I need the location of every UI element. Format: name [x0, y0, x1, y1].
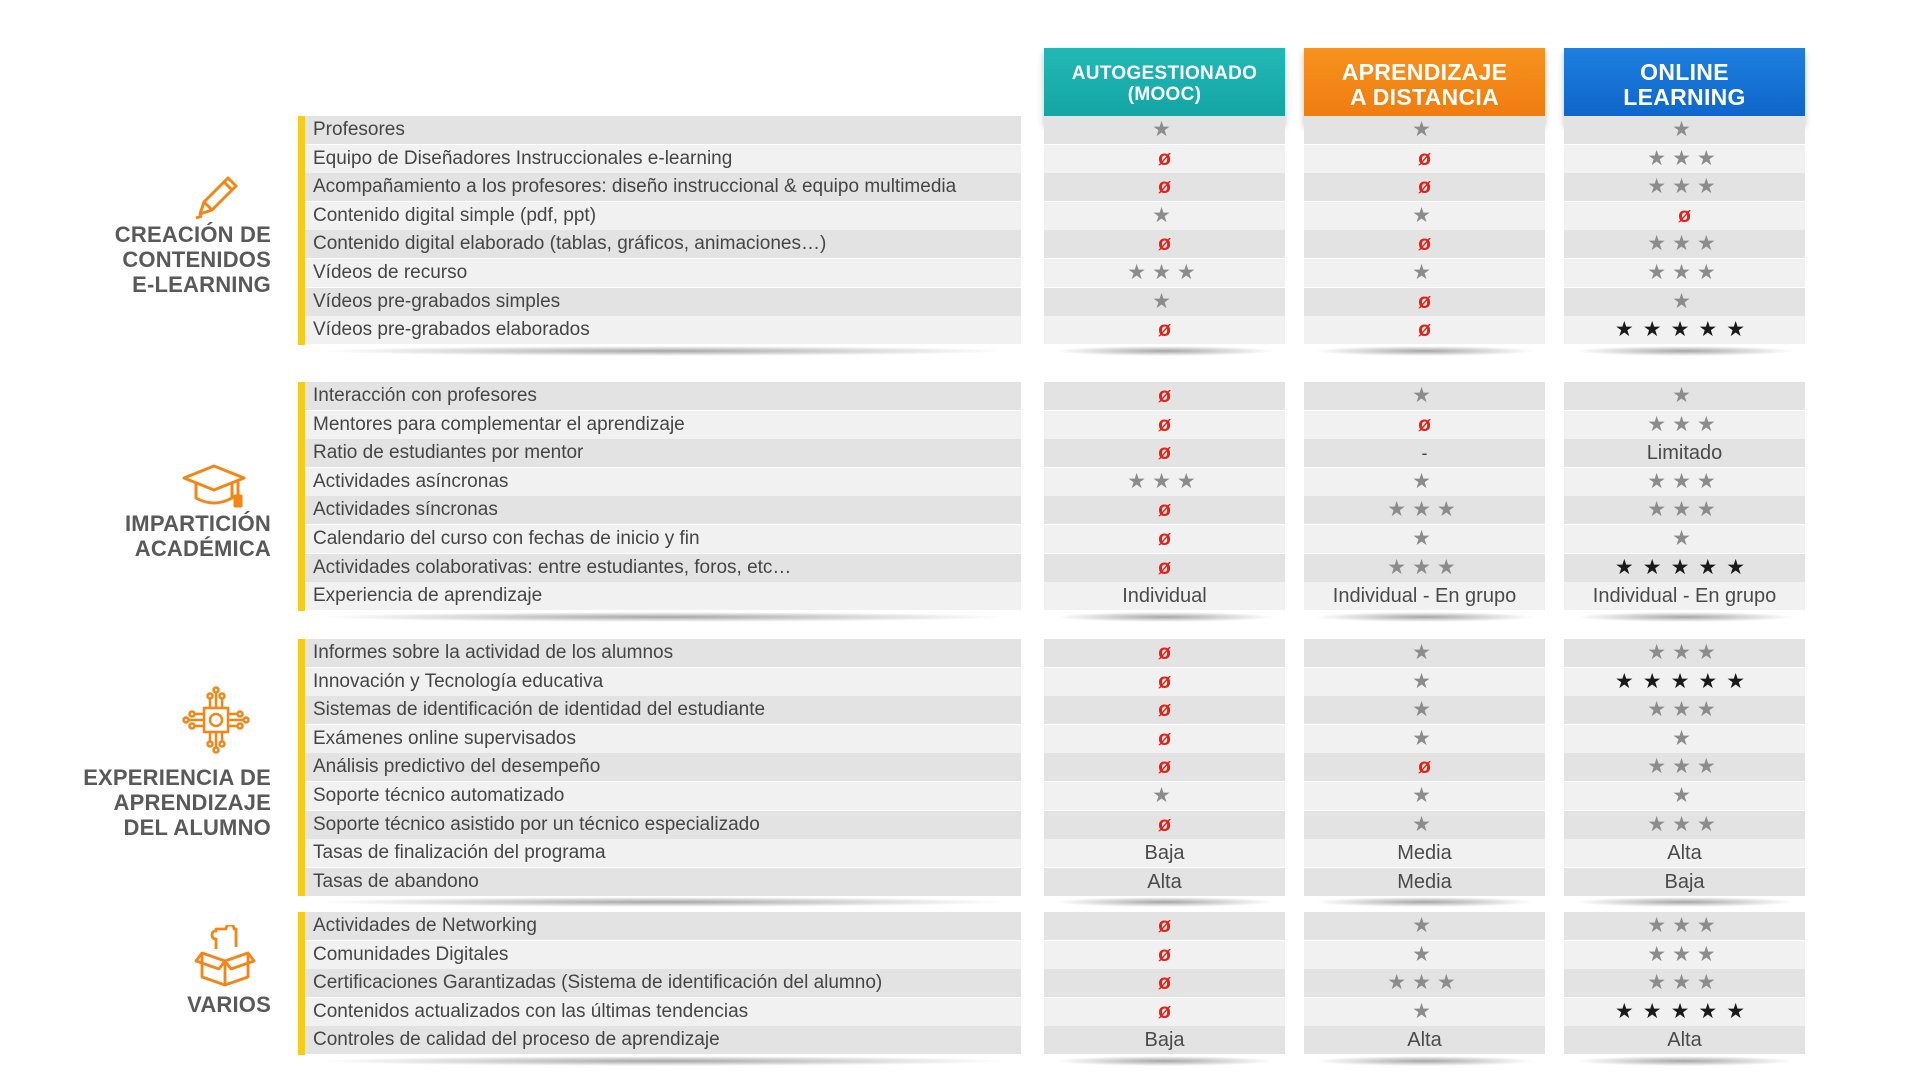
table-row [0, 202, 1921, 230]
row-label: Calendario del curso con fechas de inicio y fin [305, 525, 1021, 553]
value-text: Individual - En grupo [1304, 582, 1545, 610]
star-rating: ★★★ [1564, 230, 1805, 258]
table-row [0, 998, 1921, 1026]
table-row [0, 839, 1921, 867]
table-row [0, 725, 1921, 753]
row-label: Profesores [305, 116, 1021, 144]
not-available-mark: ø [1044, 145, 1285, 173]
not-available-mark: ø [1044, 496, 1285, 524]
row-label: Soporte técnico asistido por un técnico especializado [305, 811, 1021, 839]
row-label: Controles de calidad del proceso de aprendizaje [305, 1026, 1021, 1054]
star-rating: ★ [1564, 382, 1805, 410]
table-row [0, 868, 1921, 896]
row-label: Equipo de Diseñadores Instruccionales e-learning [305, 145, 1021, 173]
block-shadow [1574, 1056, 1795, 1066]
value-text: Media [1304, 868, 1545, 896]
star-rating: ★★★ [1564, 145, 1805, 173]
not-available-mark: ø [1304, 288, 1545, 316]
star-rating: ★★★ [1044, 468, 1285, 496]
row-label: Soporte técnico automatizado [305, 782, 1021, 810]
column-header-line1: AUTOGESTIONADO [1071, 63, 1258, 85]
star-rating: ★★★ [1564, 696, 1805, 724]
section-title-line: ACADÉMICA [134, 536, 271, 561]
column-header-line1: ONLINE [1640, 59, 1729, 86]
star-rating: ★★★★★ [1564, 998, 1805, 1026]
column-header-online [1564, 48, 1805, 122]
value-text: Baja [1564, 868, 1805, 896]
value-text: Alta [1304, 1026, 1545, 1054]
table-row [0, 969, 1921, 997]
table-row [0, 639, 1921, 667]
column-header-distancia [1304, 48, 1545, 122]
table-row [0, 554, 1921, 582]
star-rating: ★ [1304, 912, 1545, 940]
star-rating: ★ [1044, 202, 1285, 230]
table-row [0, 941, 1921, 969]
row-label: Vídeos pre-grabados elaborados [305, 316, 1021, 344]
star-rating: ★★★★★ [1564, 316, 1805, 344]
star-rating: ★ [1044, 116, 1285, 144]
section-title-line: VARIOS [187, 992, 271, 1017]
not-available-mark: ø [1044, 316, 1285, 344]
star-rating: ★ [1304, 525, 1545, 553]
row-label: Análisis predictivo del desempeño [305, 753, 1021, 781]
star-rating: ★★★ [1564, 811, 1805, 839]
star-rating: ★★★ [1564, 969, 1805, 997]
table-row [0, 496, 1921, 524]
block-shadow [1314, 612, 1535, 622]
star-rating: ★ [1304, 782, 1545, 810]
not-available-mark: ø [1044, 811, 1285, 839]
star-rating: ★ [1304, 382, 1545, 410]
section-title-line: E-LEARNING [132, 272, 271, 297]
not-available-mark: ø [1044, 554, 1285, 582]
table-row [0, 668, 1921, 696]
pencil-icon [188, 170, 244, 226]
puzzle-box-icon [194, 925, 256, 987]
row-label: Vídeos de recurso [305, 259, 1021, 287]
row-label: Sistemas de identificación de identidad del estudiante [305, 696, 1021, 724]
table-row [0, 912, 1921, 940]
section-title-line: DEL ALUMNO [123, 815, 271, 840]
star-rating: ★ [1304, 998, 1545, 1026]
star-rating: ★★★ [1304, 554, 1545, 582]
star-rating: ★★★ [1564, 941, 1805, 969]
star-rating: ★★★ [1564, 468, 1805, 496]
row-label: Tasas de finalización del programa [305, 839, 1021, 867]
not-available-mark: ø [1304, 316, 1545, 344]
table-row [0, 145, 1921, 173]
row-label: Vídeos pre-grabados simples [305, 288, 1021, 316]
not-available-mark: ø [1304, 145, 1545, 173]
not-available-mark: ø [1044, 411, 1285, 439]
block-shadow [1054, 612, 1275, 622]
row-label: Ratio de estudiantes por mentor [305, 439, 1021, 467]
star-rating: ★ [1044, 288, 1285, 316]
star-rating: ★ [1304, 639, 1545, 667]
table-row [0, 411, 1921, 439]
section [0, 382, 1921, 611]
not-available-mark: ø [1564, 202, 1805, 230]
not-available-mark: ø [1044, 969, 1285, 997]
table-row [0, 316, 1921, 344]
star-rating: ★ [1304, 811, 1545, 839]
chip-network-icon [180, 684, 252, 756]
row-label: Tasas de abandono [305, 868, 1021, 896]
table-row [0, 525, 1921, 553]
star-rating: ★★★ [1564, 259, 1805, 287]
star-rating: ★★★ [1564, 753, 1805, 781]
row-label: Acompañamiento a los profesores: diseño instruccional & equipo multimedia [305, 173, 1021, 201]
block-shadow [1054, 1056, 1275, 1066]
star-rating: ★ [1304, 259, 1545, 287]
block-shadow [315, 346, 1011, 356]
column-header-line1: APRENDIZAJE [1341, 59, 1508, 86]
block-shadow [1314, 897, 1535, 907]
star-rating: ★★★ [1564, 912, 1805, 940]
value-text: Baja [1044, 839, 1285, 867]
star-rating: ★ [1564, 782, 1805, 810]
section [0, 116, 1921, 345]
star-rating: ★★★ [1564, 639, 1805, 667]
star-rating: ★ [1304, 725, 1545, 753]
value-text: Baja [1044, 1026, 1285, 1054]
star-rating: ★ [1304, 116, 1545, 144]
table-row [0, 782, 1921, 810]
table-row [0, 811, 1921, 839]
row-label: Exámenes online supervisados [305, 725, 1021, 753]
table-row [0, 582, 1921, 610]
table-row [0, 1026, 1921, 1054]
not-available-mark: ø [1044, 668, 1285, 696]
row-label: Experiencia de aprendizaje [305, 582, 1021, 610]
column-header-line2: A DISTANCIA [1350, 84, 1499, 110]
value-text: Media [1304, 839, 1545, 867]
not-available-mark: ø [1304, 173, 1545, 201]
section [0, 639, 1921, 896]
not-available-mark: ø [1044, 639, 1285, 667]
row-label: Interacción con profesores [305, 382, 1021, 410]
table-row [0, 439, 1921, 467]
row-label: Contenido digital elaborado (tablas, gráficos, animaciones…) [305, 230, 1021, 258]
block-shadow [1314, 346, 1535, 356]
value-text: Alta [1564, 839, 1805, 867]
block-shadow [315, 1056, 1011, 1066]
star-rating: ★★★ [1564, 496, 1805, 524]
section [0, 912, 1921, 1055]
star-rating: ★ [1564, 525, 1805, 553]
block-shadow [1054, 897, 1275, 907]
table-row [0, 382, 1921, 410]
row-label: Informes sobre la actividad de los alumnos [305, 639, 1021, 667]
star-rating: ★ [1564, 725, 1805, 753]
star-rating: ★★★★★ [1564, 668, 1805, 696]
value-text: Individual - En grupo [1564, 582, 1805, 610]
star-rating: ★ [1564, 288, 1805, 316]
not-available-mark: ø [1044, 725, 1285, 753]
dash-mark: - [1304, 439, 1545, 467]
star-rating: ★ [1564, 116, 1805, 144]
star-rating: ★★★ [1564, 411, 1805, 439]
star-rating: ★ [1304, 468, 1545, 496]
column-header-line2: (MOOC) [1127, 84, 1202, 105]
value-text: Alta [1044, 868, 1285, 896]
star-rating: ★ [1044, 782, 1285, 810]
not-available-mark: ø [1044, 525, 1285, 553]
not-available-mark: ø [1044, 912, 1285, 940]
not-available-mark: ø [1044, 382, 1285, 410]
value-text: Alta [1564, 1026, 1805, 1054]
star-rating: ★★★ [1304, 496, 1545, 524]
row-label: Actividades colaborativas: entre estudiantes, foros, etc… [305, 554, 1021, 582]
table-row [0, 259, 1921, 287]
not-available-mark: ø [1044, 696, 1285, 724]
row-label: Innovación y Tecnología educativa [305, 668, 1021, 696]
not-available-mark: ø [1044, 753, 1285, 781]
value-text: Individual [1044, 582, 1285, 610]
not-available-mark: ø [1044, 173, 1285, 201]
not-available-mark: ø [1304, 753, 1545, 781]
not-available-mark: ø [1044, 230, 1285, 258]
block-shadow [1574, 346, 1795, 356]
block-shadow [315, 612, 1011, 622]
table-row [0, 753, 1921, 781]
star-rating: ★★★ [1044, 259, 1285, 287]
star-rating: ★ [1304, 696, 1545, 724]
section-title-line: EXPERIENCIA DE [83, 765, 271, 790]
block-shadow [1574, 897, 1795, 907]
block-shadow [1054, 346, 1275, 356]
table-row [0, 468, 1921, 496]
not-available-mark: ø [1304, 411, 1545, 439]
block-shadow [1574, 612, 1795, 622]
not-available-mark: ø [1044, 941, 1285, 969]
section-title-line: CREACIÓN DE [114, 222, 271, 247]
not-available-mark: ø [1044, 439, 1285, 467]
graduation-cap-icon [180, 462, 248, 514]
star-rating: ★ [1304, 202, 1545, 230]
table-row [0, 288, 1921, 316]
star-rating: ★ [1304, 668, 1545, 696]
section-title-line: CONTENIDOS [122, 247, 271, 272]
not-available-mark: ø [1044, 998, 1285, 1026]
star-rating: ★★★ [1564, 173, 1805, 201]
column-header-line2: LEARNING [1623, 84, 1746, 110]
row-label: Contenido digital simple (pdf, ppt) [305, 202, 1021, 230]
not-available-mark: ø [1304, 230, 1545, 258]
row-label: Contenidos actualizados con las últimas tendencias [305, 998, 1021, 1026]
block-shadow [315, 897, 1011, 907]
row-label: Mentores para complementar el aprendizaje [305, 411, 1021, 439]
row-label: Certificaciones Garantizadas (Sistema de identificación del alumno) [305, 969, 1021, 997]
row-label: Actividades de Networking [305, 912, 1021, 940]
section-title-line: IMPARTICIÓN [124, 511, 271, 536]
value-text: Limitado [1564, 439, 1805, 467]
row-label: Comunidades Digitales [305, 941, 1021, 969]
star-rating: ★ [1304, 941, 1545, 969]
row-label: Actividades síncronas [305, 496, 1021, 524]
table-row [0, 116, 1921, 144]
table-row [0, 696, 1921, 724]
row-label: Actividades asíncronas [305, 468, 1021, 496]
table-row [0, 173, 1921, 201]
column-header-mooc [1044, 48, 1285, 122]
star-rating: ★★★ [1304, 969, 1545, 997]
star-rating: ★★★★★ [1564, 554, 1805, 582]
table-row [0, 230, 1921, 258]
block-shadow [1314, 1056, 1535, 1066]
section-title-line: APRENDIZAJE [113, 790, 271, 815]
